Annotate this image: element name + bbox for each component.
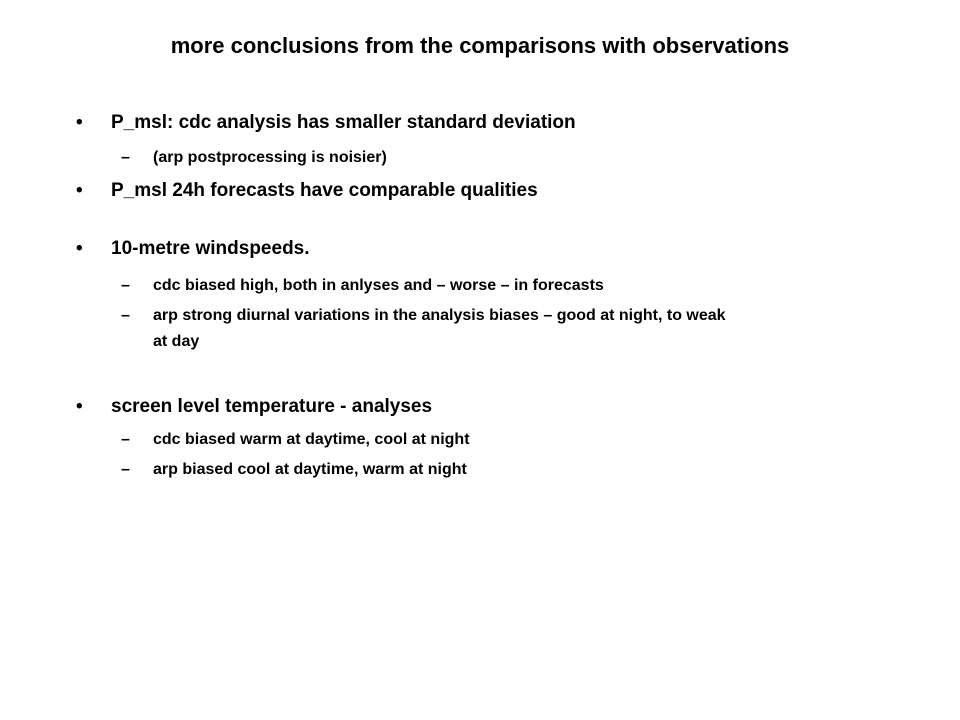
- bullet-marker: •: [76, 180, 83, 201]
- sub-bullet-marker: –: [121, 149, 130, 166]
- bullet-marker: •: [76, 396, 83, 417]
- bullet-marker: •: [76, 112, 83, 133]
- sub-bullet-item: cdc biased warm at daytime, cool at night: [153, 431, 470, 448]
- sub-bullet-marker: –: [121, 277, 130, 294]
- sub-bullet-item: arp biased cool at daytime, warm at night: [153, 461, 467, 478]
- sub-bullet-item: (arp postprocessing is noisier): [153, 149, 387, 166]
- bullet-marker: •: [76, 238, 83, 259]
- bullet-item-pmsl-analysis: P_msl: cdc analysis has smaller standard deviation: [111, 112, 576, 133]
- sub-bullet-marker: –: [121, 461, 130, 478]
- bullet-item-screen-temperature: screen level temperature - analyses: [111, 396, 433, 417]
- sub-bullet-item-continuation: at day: [153, 333, 200, 350]
- sub-bullet-marker: –: [121, 307, 130, 324]
- bullet-item-pmsl-forecasts: P_msl 24h forecasts have comparable qualities: [111, 180, 538, 201]
- bullet-item-windspeeds: 10-metre windspeeds.: [111, 238, 310, 259]
- sub-bullet-item: arp strong diurnal variations in the analysis biases – good at night, to weak: [153, 307, 726, 324]
- sub-bullet-marker: –: [121, 431, 130, 448]
- sub-bullet-item: cdc biased high, both in anlyses and – worse – in forecasts: [153, 277, 604, 294]
- slide-title: more conclusions from the comparisons with observations: [170, 33, 790, 58]
